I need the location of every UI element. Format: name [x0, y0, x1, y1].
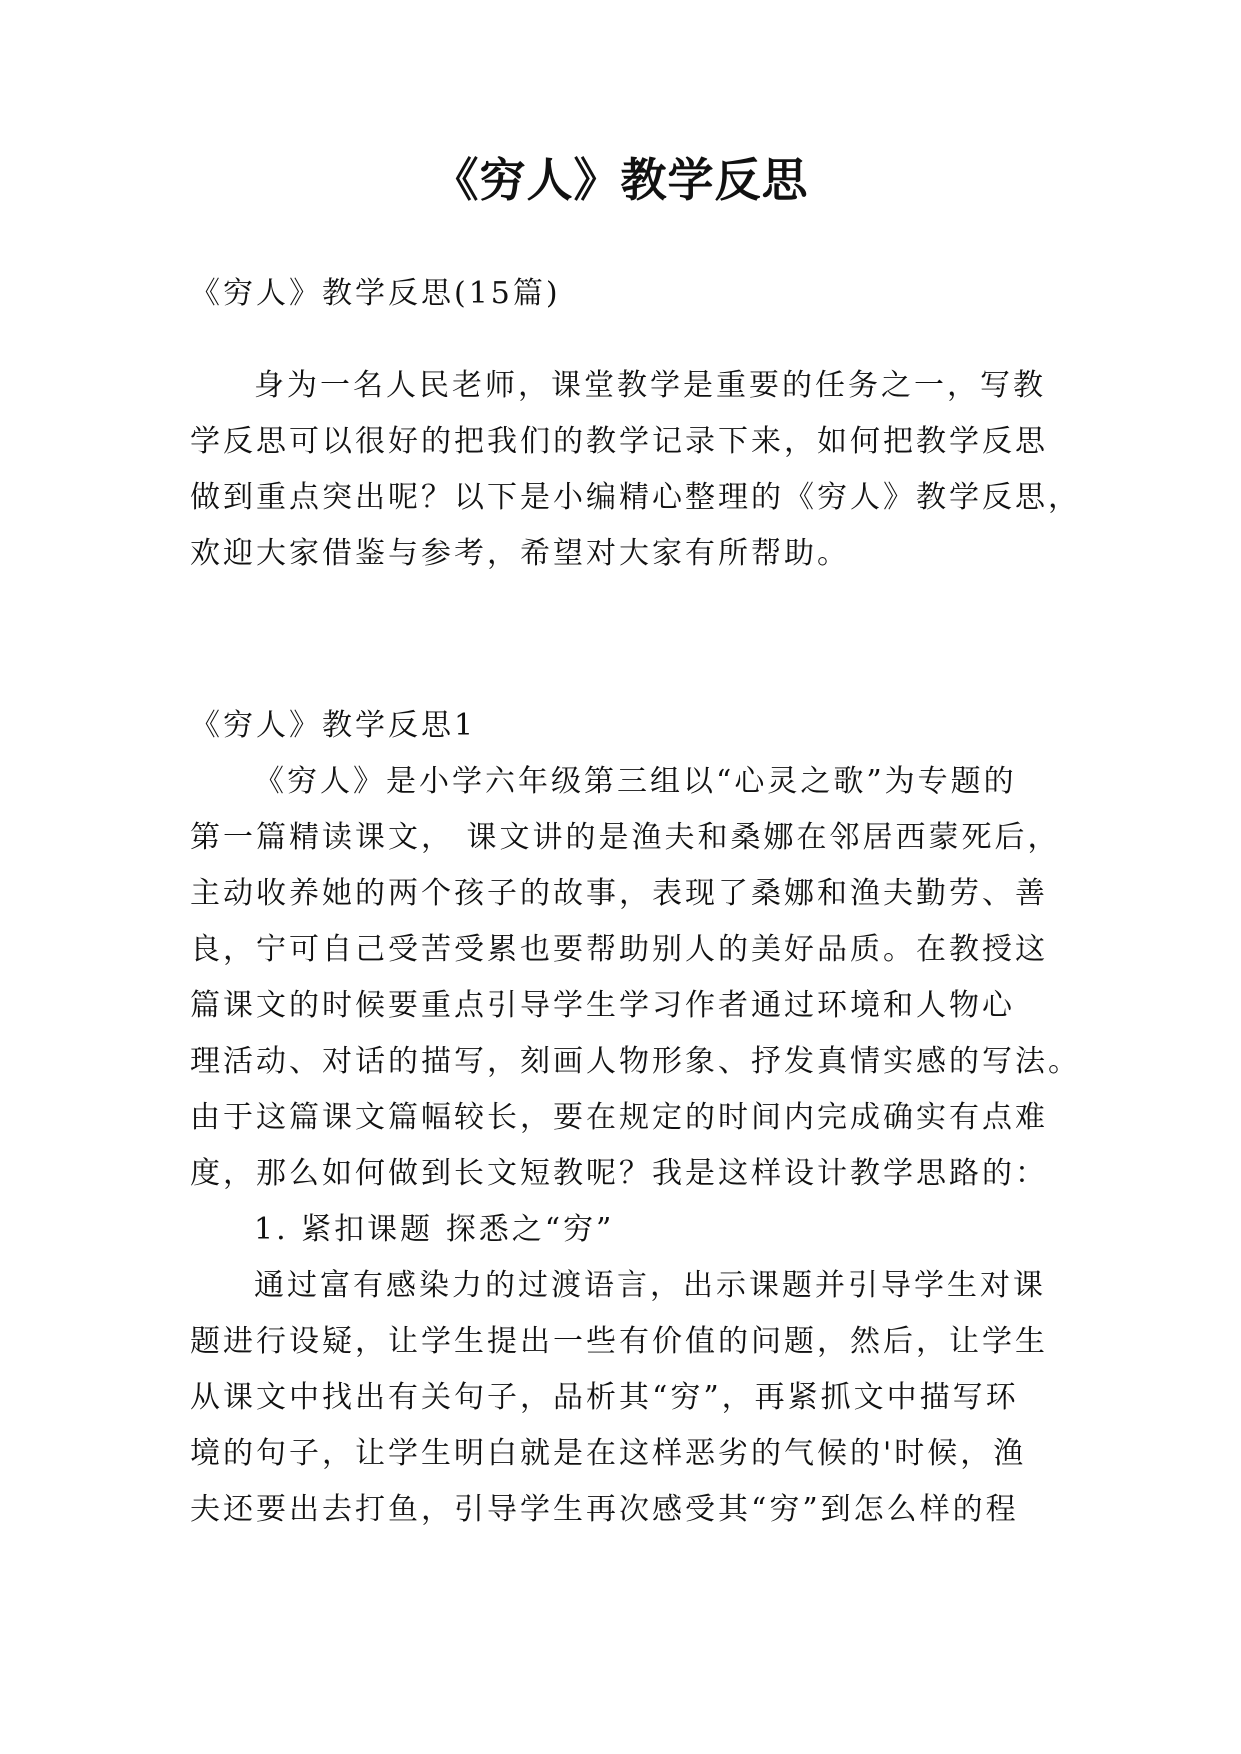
point1-line: 从课文中找出有关句子，品析其“穷”，再紧抓文中描写环 — [190, 1380, 1019, 1415]
document-subtitle: 《穷人》教学反思(15篇) — [190, 276, 561, 311]
section1-line: 第一篇精读课文， 课文讲的是渔夫和桑娜在邻居西蒙死后， — [190, 820, 1061, 855]
point1-line: 夫还要出去打鱼，引导学生再次感受其“穷”到怎么样的程 — [190, 1492, 1019, 1527]
intro-line: 欢迎大家借鉴与参考，希望对大家有所帮助。 — [190, 536, 850, 571]
section1-line: 度，那么如何做到长文短教呢？我是这样设计教学思路的： — [190, 1156, 1048, 1191]
document-title: 《穷人》教学反思 — [432, 153, 809, 207]
section1-line: 由于这篇课文篇幅较长，要在规定的时间内完成确实有点难 — [190, 1100, 1048, 1135]
section1-line: 篇课文的时候要重点引导学生学习作者通过环境和人物心 — [190, 988, 1015, 1023]
section1-paragraph — [190, 754, 1081, 1202]
section1-line: 《穷人》是小学六年级第三组以“心灵之歌”为专题的 — [254, 764, 1017, 799]
point1-line: 题进行设疑，让学生提出一些有价值的问题，然后，让学生 — [190, 1324, 1048, 1359]
point1-paragraph — [190, 1258, 1070, 1538]
point1-heading: 1. 紧扣课题 探悉之“穷” — [254, 1212, 615, 1247]
intro-paragraph — [190, 358, 1081, 582]
intro-line: 身为一名人民老师，课堂教学是重要的任务之一，写教 — [254, 368, 1046, 403]
intro-line: 做到重点突出呢？以下是小编精心整理的《穷人》教学反思， — [190, 480, 1081, 515]
section1-line: 良，宁可自己受苦受累也要帮助别人的美好品质。在教授这 — [190, 932, 1048, 967]
section1-heading: 《穷人》教学反思1 — [190, 708, 477, 743]
section1-line: 理活动、对话的描写，刻画人物形象、抒发真情实感的写法。 — [190, 1044, 1081, 1079]
point1-line: 境的句子，让学生明白就是在这样恶劣的气候的'时候，渔 — [190, 1436, 1027, 1471]
section1-line: 主动收养她的两个孩子的故事，表现了桑娜和渔夫勤劳、善 — [190, 876, 1048, 911]
intro-line: 学反思可以很好的把我们的教学记录下来，如何把教学反思 — [190, 424, 1048, 459]
point1-line: 通过富有感染力的过渡语言，出示课题并引导学生对课 — [254, 1268, 1046, 1303]
